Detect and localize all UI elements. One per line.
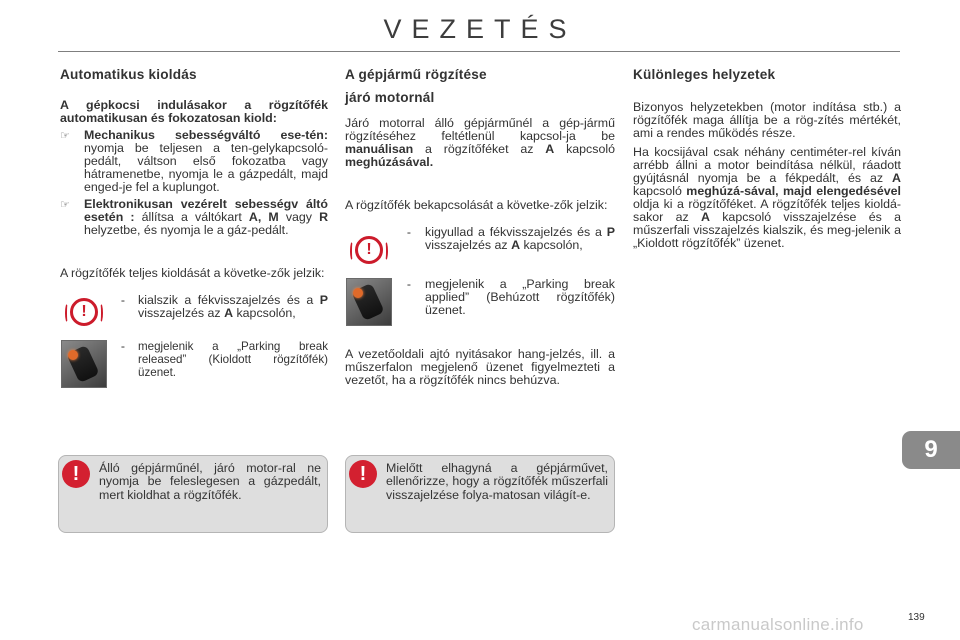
bullet-text: Mechanikus sebességváltó ese-tén: nyomja be teljesen a ten-gelykapcsoló-pedált, váltson első fokozatba vagy hátramenetbe, nyomja le a gázpedált, majd enged-je fel a kuplungot.: [84, 128, 328, 194]
warning-note-accelerator: [58, 455, 328, 533]
exclamation-icon: !: [349, 460, 377, 488]
watermark: carmanualsonline.info: [692, 615, 864, 634]
parking-brake-switch-icon: [346, 278, 392, 326]
bullet-manual-gearbox: [60, 129, 328, 194]
section-special-situations: [633, 60, 901, 250]
page-number: 139: [908, 612, 925, 623]
release-indicators-intro: A rögzítőfék teljes kioldását a követke-zők jelzik:: [60, 266, 325, 280]
indicator-text: megjelenik a „Parking break released” (Kioldott rögzítőfék) üzenet.: [138, 340, 328, 379]
section-engine-running: [345, 60, 615, 387]
indicator-text: kigyullad a fékvisszajelzés és a P visszajelzés az A kapcsolón,: [425, 225, 615, 252]
indicator-item-message: - megjelenik a „Parking break released” (Kioldott rögzítőfék) üzenet.: [60, 340, 328, 388]
hand-pointer-icon: ☞: [60, 130, 70, 142]
parking-brake-switch-icon: [61, 340, 107, 388]
section-heading: Automatikus kioldás: [60, 67, 197, 82]
paragraph: Bizonyos helyzetekben (motor indítása stb.) a rögzítőfék maga állítja be a rög-zítés mértékét, ami a rendes működés része.: [633, 100, 901, 140]
section-heading: Különleges helyzetek: [633, 67, 776, 82]
header-divider: [58, 51, 900, 52]
hand-pointer-icon: ☞: [60, 199, 70, 211]
lead-text: A gépkocsi indulásakor a rögzítőfék automatikusan és fokozatosan kiold:: [60, 98, 328, 125]
chapter-tab: 9: [902, 431, 960, 469]
brake-warning-icon: !: [70, 298, 98, 326]
section-automatic-release: [60, 60, 328, 388]
indicator-item-lamp-off: ! - kialszik a fékvisszajelzés és a P visszajelzés az A kapcsolón,: [60, 294, 328, 326]
note-text: Mielőtt elhagyná a gépjárművet, ellenőrizze, hogy a rögzítőfék műszerfali visszajelzése folya-matosan világít-e.: [386, 461, 608, 502]
bullet-electronic-gearbox: [60, 198, 328, 237]
exclamation-icon: !: [62, 460, 90, 488]
section-heading-line2: járó motornál: [345, 90, 435, 105]
indicator-text: megjelenik a „Parking break applied” (Behúzott rögzítőfék) üzenet.: [425, 277, 615, 317]
note-text: Álló gépjárműnél, járó motor-ral ne nyomja be feleslegesen a gázpedált, mert kioldhat a rögzítőfék.: [99, 461, 321, 502]
warning-note-leaving-vehicle: [345, 455, 615, 533]
page-title: VEZETÉS: [383, 14, 577, 44]
brake-warning-icon: !: [355, 236, 383, 264]
bullet-text: Elektronikusan vezérelt sebességv áltó esetén : állítsa a váltókart A, M vagy R helyzetbe, és nyomja le a gáz-pedált.: [84, 197, 329, 237]
indicator-item-message: - megjelenik a „Parking break applied” (Behúzott rögzítőfék) üzenet.: [345, 278, 615, 326]
paragraph: Járó motorral álló gépjárműnél a gép-jármű rögzítéséhez feltétlenül kapcsol-ja be manuálisan a rögzítőféket az A kapcsoló meghúzásával.: [345, 116, 615, 169]
paragraph: Ha kocsijával csak néhány centiméter-rel kíván arrébb állni a motor beindítása nélkül, ráadott gyújtásnál nyomja be a fékpedált, és az A kapcsoló meghúzá-sával, majd elengedésével oldja ki a rögzítőféket. A rögzítőfék teljes kioldá-sakor az A kapcsoló visszajelzése és a műszerfali visszajelzés kialszik, és meg-jelenik a „Kioldott rögzítőfék” üzenet.: [633, 145, 901, 250]
paragraph: A vezetőoldali ajtó nyitásakor hang-jelzés, ill. a műszerfalon megjelenő üzenet figyelmezteti a vezetőt, ha a rögzítőfék nincs behúzva.: [345, 347, 615, 387]
section-heading: A gépjármű rögzítése: [345, 67, 487, 82]
paragraph: A rögzítőfék bekapcsolását a követke-zők jelzik:: [345, 198, 608, 212]
indicator-text: kialszik a fékvisszajelzés és a P visszajelzés az A kapcsolón,: [138, 293, 328, 320]
indicator-item-lamp-on: ! - kigyullad a fékvisszajelzés és a P visszajelzés az A kapcsolón,: [345, 226, 615, 264]
